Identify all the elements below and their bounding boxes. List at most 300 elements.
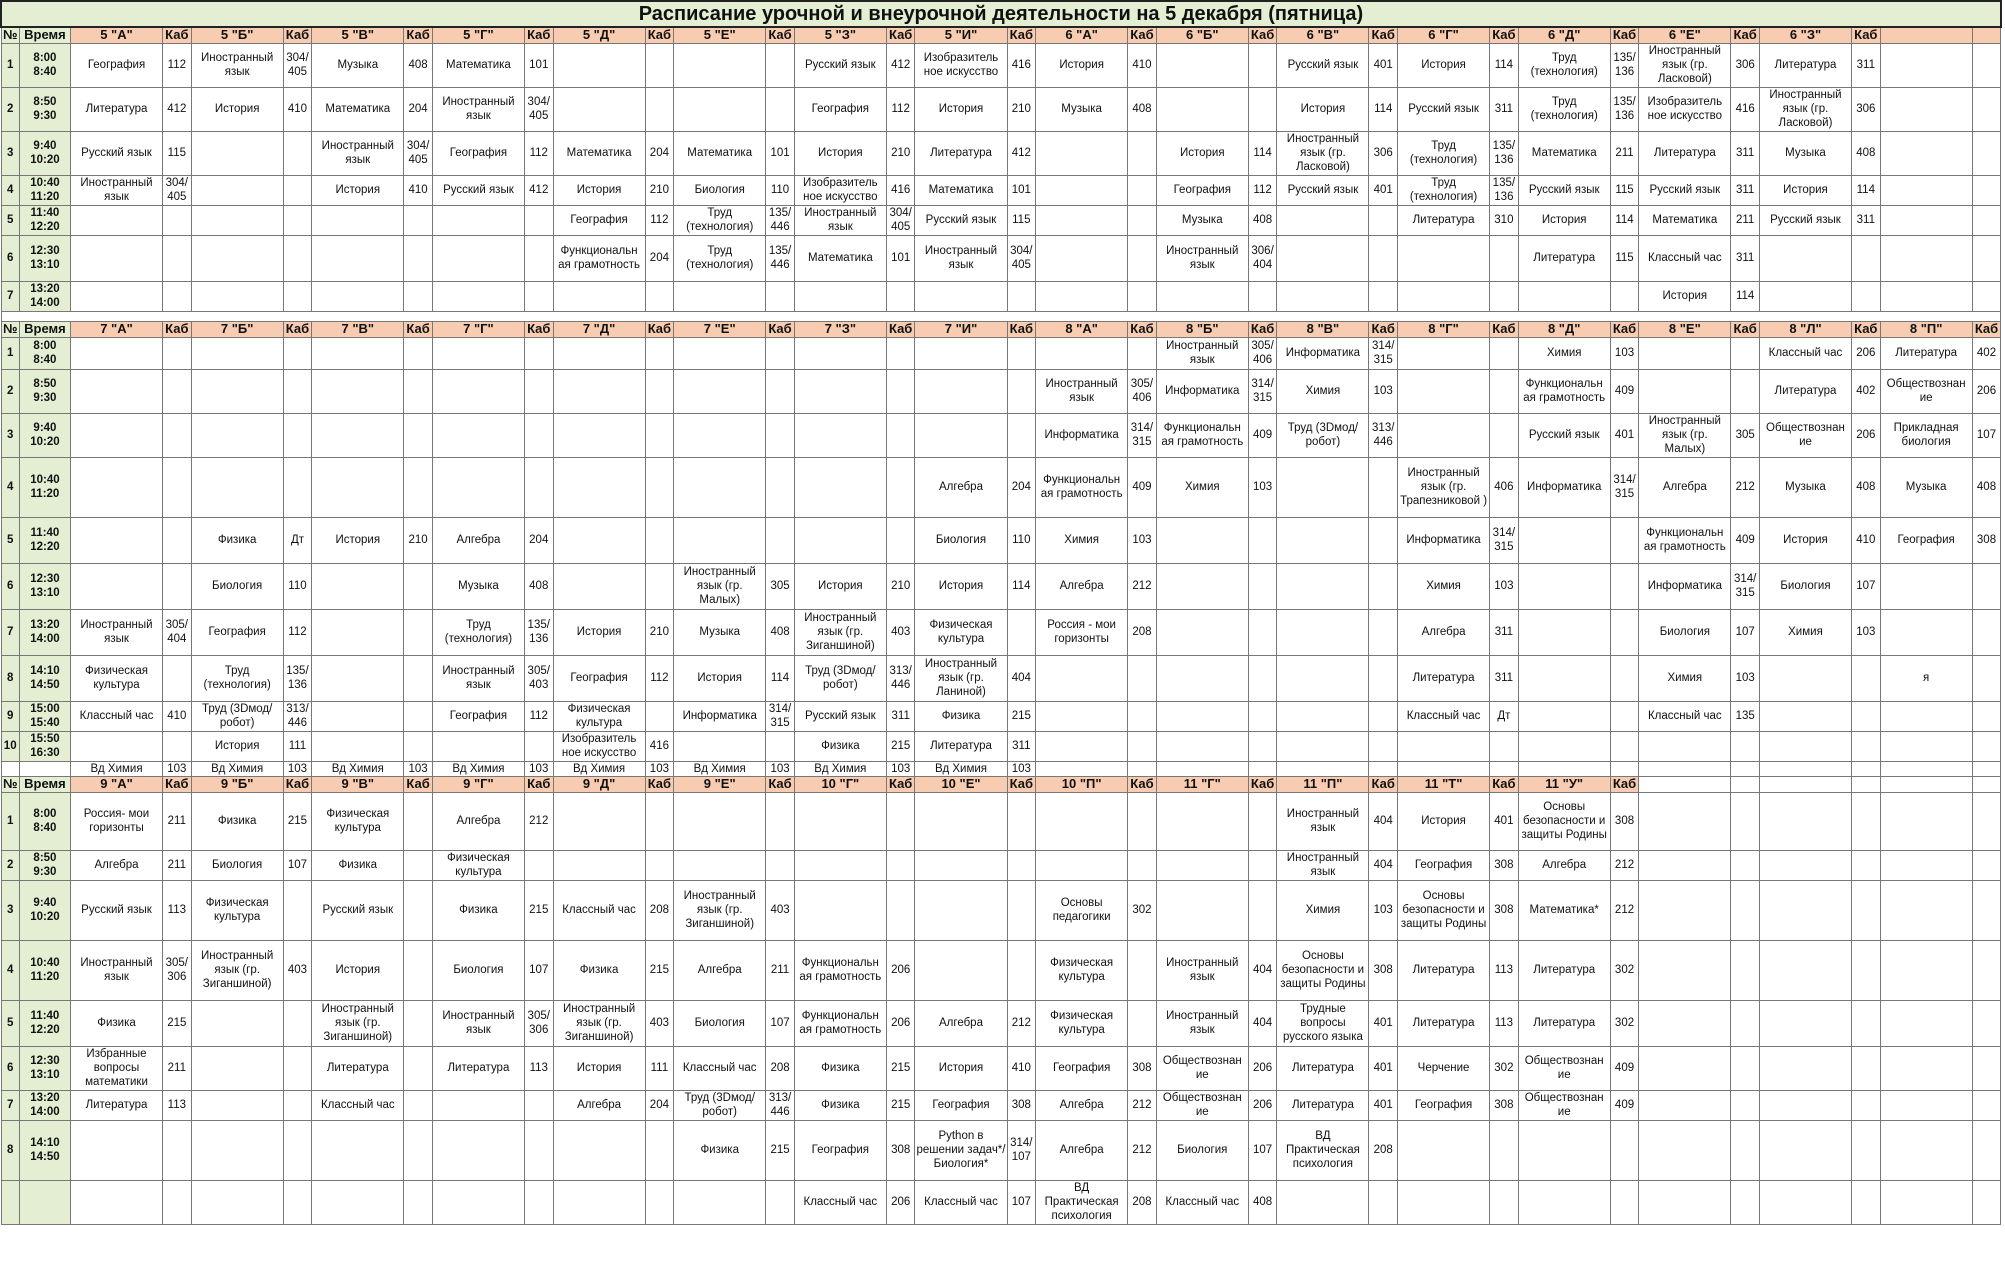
subject-cell xyxy=(1277,609,1369,655)
room-cell: 402 xyxy=(1972,337,2001,369)
subject-cell: История xyxy=(553,175,645,205)
subject-cell: История xyxy=(915,87,1007,131)
subject-cell xyxy=(1639,776,1731,792)
time-cell xyxy=(19,369,70,413)
subject-cell: Иностранный язык (гр. Зиганшиной) xyxy=(674,880,766,940)
subject-cell: Труд (3Dмод/ робот) xyxy=(1277,413,1369,457)
subject-cell: География xyxy=(553,205,645,235)
subject-cell xyxy=(1277,563,1369,609)
room-cell: 215 xyxy=(524,880,553,940)
subject-cell: Литература xyxy=(1277,1046,1369,1090)
time-start: 8:00 xyxy=(33,340,57,352)
subject-cell: Обществознан ие xyxy=(1156,1046,1248,1090)
time-cell xyxy=(19,205,70,235)
subject-cell: Химия xyxy=(1277,880,1369,940)
room-cell xyxy=(283,1000,312,1046)
subject-cell: География xyxy=(1156,175,1248,205)
lesson-number: 2 xyxy=(1,850,19,880)
subject-cell xyxy=(71,1120,163,1180)
time-start: 8:00 xyxy=(33,52,57,64)
room-cell: 135 xyxy=(1731,701,1760,731)
subject-cell: Математика xyxy=(1518,131,1610,175)
room-cell xyxy=(1731,1046,1760,1090)
room-cell xyxy=(524,205,553,235)
table-row xyxy=(1,701,2001,731)
subject-cell: История xyxy=(1639,281,1731,311)
header-cell: Каб xyxy=(1128,776,1157,792)
room-cell: 135/ 136 xyxy=(283,655,312,701)
room-cell xyxy=(1248,609,1277,655)
time-cell xyxy=(19,609,70,655)
room-cell: 215 xyxy=(163,1000,192,1046)
room-cell xyxy=(1731,337,1760,369)
subject-cell: Литература xyxy=(1880,337,1972,369)
room-cell: 215 xyxy=(283,792,312,850)
subject-cell xyxy=(553,792,645,850)
header-cell: 8 "В" xyxy=(1277,321,1369,337)
subject-cell xyxy=(1156,792,1248,850)
time-end: 9:30 xyxy=(33,110,57,122)
subject-cell: Иностранный язык xyxy=(1156,235,1248,281)
time-end: 9:30 xyxy=(33,866,57,878)
subject-cell: Классный час xyxy=(71,701,163,731)
subject-cell: Иностранный язык xyxy=(794,205,886,235)
subject-cell xyxy=(1880,792,1972,850)
room-cell xyxy=(1731,731,1760,761)
room-cell xyxy=(1490,1180,1519,1224)
room-cell xyxy=(1369,517,1398,563)
table-row xyxy=(1,1120,2001,1180)
subject-cell: Иностранный язык xyxy=(71,609,163,655)
subject-cell: Литература xyxy=(1518,235,1610,281)
subject-cell xyxy=(312,1180,404,1224)
room-cell xyxy=(766,1180,795,1224)
time-cell xyxy=(19,880,70,940)
time-cell xyxy=(19,1090,70,1120)
room-cell: 304/ 405 xyxy=(524,87,553,131)
lesson-number: 7 xyxy=(1,281,19,311)
subject-cell xyxy=(674,87,766,131)
room-cell: 314/ 315 xyxy=(1128,413,1157,457)
header-cell: 9 "Г" xyxy=(432,776,524,792)
lesson-number: 3 xyxy=(1,413,19,457)
room-cell: 412 xyxy=(886,43,915,87)
room-cell xyxy=(404,701,433,731)
subject-cell: Классный час xyxy=(674,1046,766,1090)
room-cell: 401 xyxy=(1369,1046,1398,1090)
subject-cell xyxy=(1036,281,1128,311)
subject-cell xyxy=(1518,701,1610,731)
room-cell: 409 xyxy=(1731,517,1760,563)
subject-cell: Иностранный язык xyxy=(191,43,283,87)
room-cell xyxy=(645,337,674,369)
subject-cell xyxy=(1880,1090,1972,1120)
room-cell: 115 xyxy=(163,131,192,175)
table-row xyxy=(1,337,2001,369)
header-cell: 9 "В" xyxy=(312,776,404,792)
room-cell: 404 xyxy=(1369,850,1398,880)
subject-cell: Русский язык xyxy=(312,880,404,940)
room-cell xyxy=(163,337,192,369)
room-cell xyxy=(524,337,553,369)
room-cell: 204 xyxy=(645,235,674,281)
room-cell xyxy=(404,1180,433,1224)
room-cell xyxy=(1490,235,1519,281)
subject-cell: Алгебра xyxy=(553,1090,645,1120)
subject-cell: Алгебра xyxy=(1398,609,1490,655)
room-cell xyxy=(1972,880,2001,940)
room-cell: 107 xyxy=(1972,413,2001,457)
room-cell xyxy=(1972,1046,2001,1090)
time-start: 10:40 xyxy=(30,474,60,486)
subject-cell xyxy=(1880,761,1972,776)
subject-cell: История xyxy=(1398,792,1490,850)
subject-cell xyxy=(915,792,1007,850)
room-cell: 204 xyxy=(645,131,674,175)
header-cell: 6 "Д" xyxy=(1518,27,1610,43)
room-cell: 206 xyxy=(1851,337,1880,369)
room-cell: 135/ 136 xyxy=(1610,43,1639,87)
room-cell xyxy=(1610,731,1639,761)
time-end: 13:10 xyxy=(30,259,60,271)
subject-cell: Функциональн ая грамотность xyxy=(1036,457,1128,517)
subject-cell: История xyxy=(1398,43,1490,87)
subject-cell xyxy=(191,281,283,311)
room-cell xyxy=(1610,517,1639,563)
room-cell xyxy=(1972,1180,2001,1224)
room-cell xyxy=(404,1046,433,1090)
room-cell: 311 xyxy=(1007,731,1036,761)
subject-cell xyxy=(71,1180,163,1224)
room-cell xyxy=(1731,761,1760,776)
room-cell: 314/ 315 xyxy=(1369,337,1398,369)
room-cell xyxy=(1972,281,2001,311)
subject-cell xyxy=(191,131,283,175)
subject-cell xyxy=(71,205,163,235)
subject-cell: Математика xyxy=(915,175,1007,205)
header-cell: Каб xyxy=(1731,27,1760,43)
subject-cell: География xyxy=(1398,850,1490,880)
subject-cell: Математика xyxy=(553,131,645,175)
subject-cell xyxy=(794,369,886,413)
time-end: 14:00 xyxy=(30,633,60,645)
room-cell: 114 xyxy=(1248,131,1277,175)
room-cell: 210 xyxy=(645,175,674,205)
subject-cell: Изобразитель ное искусство xyxy=(1639,87,1731,131)
room-cell xyxy=(404,850,433,880)
header-cell: 8 "Д" xyxy=(1518,321,1610,337)
room-cell xyxy=(1851,701,1880,731)
room-cell: 212 xyxy=(1128,1090,1157,1120)
room-cell: 305 xyxy=(766,563,795,609)
time-cell xyxy=(19,655,70,701)
room-cell xyxy=(1128,1000,1157,1046)
room-cell xyxy=(524,369,553,413)
room-cell xyxy=(766,281,795,311)
subject-cell: Музыка xyxy=(674,609,766,655)
subject-cell xyxy=(1759,281,1851,311)
room-cell xyxy=(1007,792,1036,850)
time-start: 8:50 xyxy=(33,96,57,108)
table-row xyxy=(1,850,2001,880)
subject-cell: Литература xyxy=(1759,43,1851,87)
room-cell xyxy=(1972,731,2001,761)
room-cell: 305/ 306 xyxy=(163,940,192,1000)
room-cell xyxy=(1369,609,1398,655)
subject-cell xyxy=(1036,235,1128,281)
room-cell: 114 xyxy=(1851,175,1880,205)
time-cell xyxy=(19,792,70,850)
room-cell xyxy=(283,880,312,940)
subject-cell xyxy=(553,413,645,457)
header-cell: Каб xyxy=(766,27,795,43)
room-cell: 206 xyxy=(886,1180,915,1224)
subject-cell xyxy=(1759,761,1851,776)
subject-cell xyxy=(1156,761,1248,776)
room-cell xyxy=(1610,609,1639,655)
room-cell xyxy=(404,880,433,940)
subject-cell xyxy=(1759,701,1851,731)
room-cell xyxy=(1248,281,1277,311)
subject-cell xyxy=(1156,731,1248,761)
header-cell: 8 "А" xyxy=(1036,321,1128,337)
time-cell xyxy=(19,337,70,369)
room-cell: 135/ 446 xyxy=(766,235,795,281)
subject-cell xyxy=(553,337,645,369)
subject-cell xyxy=(1759,880,1851,940)
room-cell: 110 xyxy=(1007,517,1036,563)
header-row xyxy=(1,776,2001,792)
subject-cell: Функциональн ая грамотность xyxy=(1518,369,1610,413)
room-cell: 113 xyxy=(1490,940,1519,1000)
room-cell xyxy=(1248,731,1277,761)
time-end: 11:20 xyxy=(30,971,60,983)
subject-cell: Физика xyxy=(674,1120,766,1180)
subject-cell: Русский язык xyxy=(1639,175,1731,205)
subject-cell: История xyxy=(915,1046,1007,1090)
room-cell xyxy=(1248,43,1277,87)
time-cell xyxy=(19,281,70,311)
room-cell xyxy=(1248,880,1277,940)
subject-cell: Алгебра xyxy=(1639,457,1731,517)
header-cell: Каб xyxy=(1610,321,1639,337)
subject-cell xyxy=(191,337,283,369)
room-cell: 113 xyxy=(163,880,192,940)
subject-cell xyxy=(1277,205,1369,235)
room-cell: 206 xyxy=(886,940,915,1000)
subject-cell xyxy=(1880,563,1972,609)
header-cell: Каб xyxy=(1490,776,1519,792)
time-end: 8:40 xyxy=(33,822,57,834)
subject-cell xyxy=(432,205,524,235)
room-cell: 416 xyxy=(645,731,674,761)
subject-cell xyxy=(674,337,766,369)
room-cell xyxy=(524,281,553,311)
subject-cell: История xyxy=(1759,175,1851,205)
time-end: 12:20 xyxy=(30,1024,60,1036)
room-cell: 305/ 403 xyxy=(524,655,553,701)
subject-cell xyxy=(553,1180,645,1224)
room-cell xyxy=(1007,609,1036,655)
header-cell: 7 "Е" xyxy=(674,321,766,337)
subject-cell: Физическая культура xyxy=(71,655,163,701)
header-cell: 6 "З" xyxy=(1759,27,1851,43)
subject-cell xyxy=(1036,655,1128,701)
subject-cell: Классный час xyxy=(1639,701,1731,731)
room-cell: 114 xyxy=(1369,87,1398,131)
extracurricular-cell: Вд Химия xyxy=(794,761,886,776)
subject-cell xyxy=(312,413,404,457)
time-end: 13:10 xyxy=(30,587,60,599)
room-cell xyxy=(1610,761,1639,776)
room-cell: 112 xyxy=(283,609,312,655)
room-cell: 107 xyxy=(1851,563,1880,609)
room-cell xyxy=(283,205,312,235)
room-cell: 114 xyxy=(766,655,795,701)
subject-cell: Литература xyxy=(1398,1000,1490,1046)
room-cell xyxy=(404,337,433,369)
header-cell: Каб xyxy=(1610,27,1639,43)
header-cell: Каб xyxy=(886,776,915,792)
room-cell: 314/ 315 xyxy=(1490,517,1519,563)
time-end: 14:50 xyxy=(30,679,60,691)
subject-cell xyxy=(1398,281,1490,311)
room-cell: 314/ 315 xyxy=(1731,563,1760,609)
subject-cell: Функциональн ая грамотность xyxy=(794,1000,886,1046)
room-cell: 313/ 446 xyxy=(886,655,915,701)
subject-cell xyxy=(71,457,163,517)
room-cell xyxy=(645,563,674,609)
room-cell: 112 xyxy=(645,205,674,235)
subject-cell: Физика xyxy=(312,850,404,880)
room-cell xyxy=(1007,413,1036,457)
lesson-number: 2 xyxy=(1,87,19,131)
subject-cell xyxy=(1398,337,1490,369)
room-cell xyxy=(1731,940,1760,1000)
header-cell: Каб xyxy=(1007,321,1036,337)
room-cell: 308 xyxy=(1490,1090,1519,1120)
room-cell: 302 xyxy=(1610,1000,1639,1046)
table-row xyxy=(1,311,2001,321)
subject-cell: Литература xyxy=(1398,940,1490,1000)
room-cell xyxy=(1851,235,1880,281)
room-cell: 409 xyxy=(1610,1090,1639,1120)
header-cell: Каб xyxy=(524,776,553,792)
subject-cell xyxy=(1759,235,1851,281)
extracurricular-cell: Вд Химия xyxy=(674,761,766,776)
subject-cell xyxy=(1880,1120,1972,1180)
subject-cell: Физика xyxy=(71,1000,163,1046)
subject-cell: Химия xyxy=(1518,337,1610,369)
subject-cell xyxy=(432,413,524,457)
header-cell: Каб xyxy=(645,321,674,337)
subject-cell: Литература xyxy=(1518,940,1610,1000)
room-cell: 101 xyxy=(524,43,553,87)
room-cell xyxy=(283,369,312,413)
subject-cell xyxy=(1639,1000,1731,1046)
subject-cell xyxy=(191,1000,283,1046)
subject-cell: Математика xyxy=(674,131,766,175)
time-start: 9:40 xyxy=(33,422,57,434)
header-cell: 11 "У" xyxy=(1518,776,1610,792)
subject-cell: Алгебра xyxy=(674,940,766,1000)
header-row xyxy=(1,27,2001,43)
table-row xyxy=(1,609,2001,655)
subject-cell: Биология xyxy=(191,563,283,609)
room-cell: 107 xyxy=(1731,609,1760,655)
subject-cell: Алгебра xyxy=(1036,1120,1128,1180)
subject-cell: Иностранный язык (гр. Ланиной) xyxy=(915,655,1007,701)
lesson-number: 5 xyxy=(1,205,19,235)
subject-cell: География xyxy=(191,609,283,655)
subject-cell xyxy=(191,457,283,517)
subject-cell: История xyxy=(1759,517,1851,563)
subject-cell xyxy=(71,337,163,369)
room-cell xyxy=(1851,1120,1880,1180)
subject-cell xyxy=(1639,940,1731,1000)
room-cell xyxy=(766,731,795,761)
room-cell xyxy=(1731,1090,1760,1120)
subject-cell: Python в решении задач*/ Биология* xyxy=(915,1120,1007,1180)
subject-cell xyxy=(1156,517,1248,563)
subject-cell xyxy=(1639,1120,1731,1180)
subject-cell xyxy=(674,413,766,457)
room-cell: 212 xyxy=(524,792,553,850)
subject-cell xyxy=(312,609,404,655)
room-cell: 401 xyxy=(1490,792,1519,850)
room-cell: 404 xyxy=(1248,1000,1277,1046)
extracurricular-cell: 103 xyxy=(1007,761,1036,776)
room-cell: 111 xyxy=(283,731,312,761)
lesson-number: 6 xyxy=(1,1046,19,1090)
subject-cell xyxy=(1518,281,1610,311)
room-cell: 215 xyxy=(766,1120,795,1180)
room-cell xyxy=(163,369,192,413)
lesson-number xyxy=(1,1180,19,1224)
subject-cell xyxy=(674,792,766,850)
room-cell xyxy=(1851,880,1880,940)
room-cell: 308 xyxy=(1007,1090,1036,1120)
time-start: 9:40 xyxy=(33,897,57,909)
table-row xyxy=(1,761,2001,776)
room-cell xyxy=(645,792,674,850)
room-cell xyxy=(283,1046,312,1090)
room-cell: 206 xyxy=(1972,369,2001,413)
subject-cell xyxy=(1277,701,1369,731)
time-end: 14:50 xyxy=(30,1151,60,1163)
subject-cell xyxy=(191,205,283,235)
room-cell xyxy=(1972,850,2001,880)
subject-cell xyxy=(1639,1090,1731,1120)
room-cell: 304/ 405 xyxy=(404,131,433,175)
subject-cell: Иностранный язык (гр. Зиганшиной) xyxy=(312,1000,404,1046)
subject-cell: Прикладная биология xyxy=(1880,413,1972,457)
subject-cell: Изобразитель ное искусство xyxy=(794,175,886,205)
header-cell: Каб xyxy=(404,27,433,43)
room-cell: 403 xyxy=(645,1000,674,1046)
room-cell xyxy=(1248,701,1277,731)
room-cell xyxy=(1731,792,1760,850)
room-cell xyxy=(1731,1000,1760,1046)
subject-cell xyxy=(432,1120,524,1180)
room-cell: 103 xyxy=(1490,563,1519,609)
subject-cell: Иностранный язык (гр. Малых) xyxy=(1639,413,1731,457)
time-cell xyxy=(19,87,70,131)
room-cell: 215 xyxy=(886,1046,915,1090)
room-cell: 313/ 446 xyxy=(1369,413,1398,457)
room-cell: 308 xyxy=(886,1120,915,1180)
header-cell: 9 "Е" xyxy=(674,776,766,792)
